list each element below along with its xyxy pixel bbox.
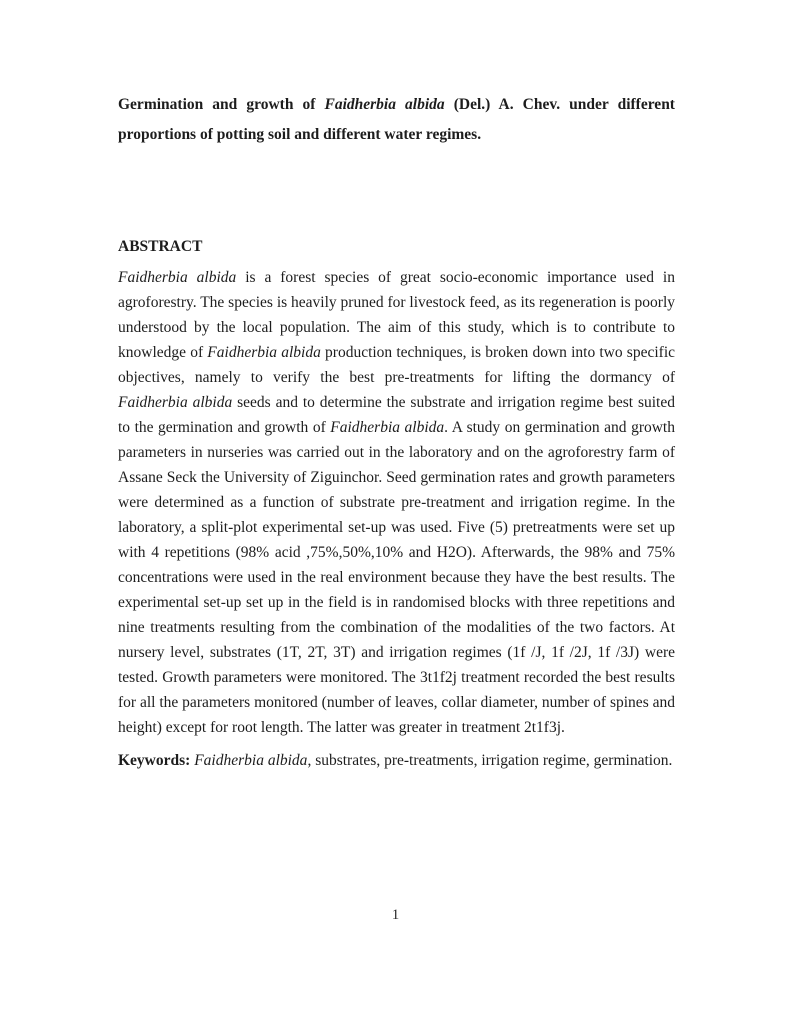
- paper-title: [118, 90, 675, 150]
- abstract-text-segment: production techniques, is broken down into two specific objectives, namely to verify the best pre-treatments for lifting the dormancy of: [118, 344, 676, 386]
- title-text-tail: (Del.) A. Chev. under different proportions of potting soil and different water regimes.: [118, 96, 675, 143]
- title-species-italic: Faidherbia albida: [324, 96, 445, 113]
- species-name-italic: Faidherbia albida: [118, 269, 237, 286]
- abstract-text-segment: . A study on germination and growth parameters in nurseries was carried out in the laboratory and on the agroforestry farm of Assane Seck the University of Ziguinchor. Seed germination rates and growth parameters were determined as a function of substrate pre-treatment and irrigation regime. In the laboratory, a split-plot experimental set-up was used. Five (5) pretreatments were set up with 4 repetitions (98% acid ,75%,50%,10% and H2O). Afterwards, the 98% and 75% concentrations were used in the real environment because they have the best results. The experimental set-up set up in the field is in randomised blocks with three repetitions and nine treatments resulting from the combination of the modalities of the two factors. At nursery level, substrates (1T, 2T, 3T) and irrigation regimes (1f /J, 1f /2J, 1f /3J) were tested. Growth parameters were monitored. The 3t1f2j treatment recorded the best results for all the parameters monitored (number of leaves, collar diameter, number of spines and height) except for root length. The latter was greater in treatment 2t1f3j.: [118, 419, 675, 736]
- species-name-italic: Faidherbia albida: [330, 419, 445, 436]
- keywords-list: , substrates, pre-treatments, irrigation regime, germination.: [307, 752, 673, 769]
- abstract-text-segment: seeds and to determine the substrate and irrigation regime best suited to the germination and growth of: [118, 394, 675, 436]
- abstract-paragraph: [118, 265, 675, 740]
- keywords-line: [118, 748, 675, 773]
- abstract-text-segment: is a forest species of great socio-economic importance used in agroforestry. The species is heavily pruned for livestock feed, as its regeneration is poorly understood by the local population. The aim of this study, which is to contribute to knowledge of: [118, 269, 675, 361]
- keywords-species-italic: Faidherbia albida: [194, 752, 308, 769]
- page-content: [118, 90, 675, 773]
- abstract-heading: ABSTRACT: [118, 238, 203, 255]
- title-text-lead: Germination and growth of: [118, 96, 325, 113]
- species-name-italic: Faidherbia albida: [207, 344, 321, 361]
- species-name-italic: Faidherbia albida: [118, 394, 233, 411]
- page-number: 1: [391, 907, 400, 923]
- keywords-label: Keywords:: [118, 752, 195, 769]
